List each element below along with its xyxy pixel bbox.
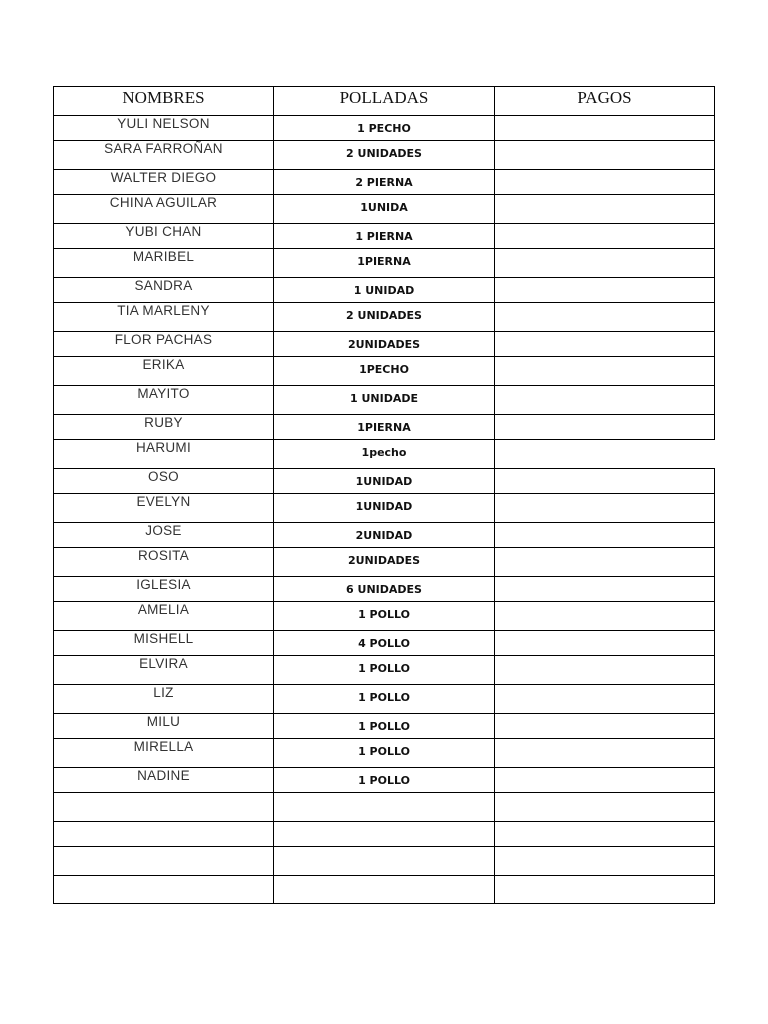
cell-pollada xyxy=(273,115,494,140)
table-header-row xyxy=(53,86,715,115)
cell-pago xyxy=(494,493,715,522)
cell-nombre xyxy=(53,277,273,302)
cell-pollada xyxy=(273,547,494,576)
cell-pago xyxy=(494,414,715,439)
cell-nombre-text: TIA MARLENY xyxy=(117,303,210,318)
cell-nombre-text: SANDRA xyxy=(134,278,193,293)
cell-nombre xyxy=(53,875,273,904)
header-polladas: POLLADAS xyxy=(273,86,494,115)
cell-nombre xyxy=(53,414,273,439)
cell-pago xyxy=(494,576,715,601)
table-row xyxy=(53,194,715,223)
cell-nombre-text: LIZ xyxy=(153,685,174,700)
cell-nombre xyxy=(53,738,273,767)
cell-nombre xyxy=(53,713,273,738)
table-row xyxy=(53,767,715,792)
cell-pago xyxy=(494,684,715,713)
cell-pago xyxy=(494,547,715,576)
cell-pago xyxy=(494,356,715,385)
cell-nombre xyxy=(53,302,273,331)
cell-pollada xyxy=(273,169,494,194)
cell-pollada-text: 1 POLLO xyxy=(358,691,410,704)
cell-nombre xyxy=(53,576,273,601)
cell-pollada xyxy=(273,331,494,356)
cell-nombre-text: MISHELL xyxy=(133,631,194,646)
cell-pollada-text: 1UNIDAD xyxy=(355,475,413,488)
table-row xyxy=(53,630,715,655)
cell-pago xyxy=(494,169,715,194)
cell-pollada xyxy=(273,385,494,414)
table-body xyxy=(53,115,715,904)
table-row xyxy=(53,684,715,713)
cell-pago xyxy=(494,223,715,248)
cell-pago xyxy=(494,248,715,277)
cell-pollada xyxy=(273,194,494,223)
cell-pollada-text: 1PECHO xyxy=(359,363,409,376)
cell-pollada xyxy=(273,439,494,468)
cell-nombre xyxy=(53,223,273,248)
cell-nombre-text: MILU xyxy=(146,714,181,729)
cell-pollada xyxy=(273,302,494,331)
cell-pollada-text: 1UNIDA xyxy=(360,201,408,214)
cell-nombre xyxy=(53,115,273,140)
table-row xyxy=(53,547,715,576)
cell-nombre-text: OSO xyxy=(148,469,179,484)
cell-pollada xyxy=(273,738,494,767)
cell-pago xyxy=(494,302,715,331)
cell-nombre xyxy=(53,630,273,655)
cell-pollada-text: 1PIERNA xyxy=(357,255,411,268)
table-row xyxy=(53,169,715,194)
cell-nombre-text: MAYITO xyxy=(137,386,190,401)
table-row xyxy=(53,738,715,767)
cell-nombre-text: YULI NELSON xyxy=(117,116,210,131)
cell-nombre xyxy=(53,493,273,522)
cell-pollada-text: 6 UNIDADES xyxy=(346,583,422,596)
cell-pago xyxy=(494,792,715,821)
cell-nombre-text: IGLESIA xyxy=(136,577,191,592)
table-row xyxy=(53,302,715,331)
header-pagos: PAGOS xyxy=(494,86,715,115)
cell-nombre xyxy=(53,356,273,385)
cell-pago xyxy=(494,194,715,223)
cell-nombre-text: ELVIRA xyxy=(139,656,188,671)
cell-nombre xyxy=(53,767,273,792)
cell-pollada-text: 1pecho xyxy=(361,446,407,459)
cell-pollada-text: 1 UNIDAD xyxy=(353,284,415,297)
cell-pollada xyxy=(273,223,494,248)
cell-nombre xyxy=(53,522,273,547)
cell-pago xyxy=(494,439,715,468)
cell-pollada-text: 2UNIDADES xyxy=(347,338,421,351)
cell-nombre xyxy=(53,684,273,713)
cell-nombre-text: SARA FARROÑAN xyxy=(104,141,223,156)
polladas-table xyxy=(53,86,715,904)
cell-pollada xyxy=(273,601,494,630)
cell-pollada-text: 1PIERNA xyxy=(357,421,411,434)
cell-nombre xyxy=(53,792,273,821)
cell-nombre xyxy=(53,547,273,576)
table-row xyxy=(53,468,715,493)
table-row xyxy=(53,356,715,385)
table-row xyxy=(53,792,715,821)
cell-nombre xyxy=(53,331,273,356)
cell-pollada xyxy=(273,576,494,601)
cell-pollada-text: 1UNIDAD xyxy=(355,500,413,513)
cell-nombre-text: MIRELLA xyxy=(133,739,194,754)
cell-nombre xyxy=(53,439,273,468)
table-row xyxy=(53,277,715,302)
table-row xyxy=(53,140,715,169)
table-row xyxy=(53,713,715,738)
cell-nombre-text: WALTER DIEGO xyxy=(110,170,217,185)
cell-pollada xyxy=(273,684,494,713)
cell-nombre xyxy=(53,248,273,277)
cell-nombre-text: YUBI CHAN xyxy=(125,224,202,239)
cell-pollada xyxy=(273,846,494,875)
cell-nombre-text: ROSITA xyxy=(137,548,190,563)
cell-nombre-text: EVELYN xyxy=(136,494,191,509)
cell-pago xyxy=(494,277,715,302)
cell-nombre xyxy=(53,194,273,223)
cell-pollada xyxy=(273,655,494,684)
cell-pollada xyxy=(273,630,494,655)
cell-pollada-text: 1 PIERNA xyxy=(355,230,413,243)
cell-nombre-text: FLOR PACHAS xyxy=(114,332,213,347)
cell-pago xyxy=(494,468,715,493)
cell-pollada xyxy=(273,713,494,738)
table-row xyxy=(53,576,715,601)
cell-nombre xyxy=(53,140,273,169)
cell-pollada-text: 2 UNIDADES xyxy=(346,309,422,322)
cell-pago xyxy=(494,655,715,684)
cell-pollada-text: 4 POLLO xyxy=(358,637,410,650)
cell-pollada xyxy=(273,277,494,302)
cell-nombre-text: JOSE xyxy=(145,523,182,538)
cell-nombre xyxy=(53,821,273,846)
table-row xyxy=(53,846,715,875)
cell-pago xyxy=(494,630,715,655)
cell-pollada-text: 1 PECHO xyxy=(357,122,411,135)
cell-nombre-text: AMELIA xyxy=(137,602,190,617)
cell-pollada xyxy=(273,875,494,904)
cell-pago xyxy=(494,331,715,356)
table-row xyxy=(53,821,715,846)
cell-pollada-text: 2UNIDADES xyxy=(347,554,421,567)
cell-pago xyxy=(494,601,715,630)
table-row xyxy=(53,439,715,468)
cell-pollada xyxy=(273,248,494,277)
table-row xyxy=(53,385,715,414)
cell-pollada-text: 2UNIDAD xyxy=(355,529,413,542)
cell-pago xyxy=(494,846,715,875)
table-row xyxy=(53,414,715,439)
table-row xyxy=(53,875,715,904)
cell-pago xyxy=(494,821,715,846)
cell-pollada xyxy=(273,821,494,846)
cell-pollada-text: 2 UNIDADES xyxy=(346,147,422,160)
cell-pago xyxy=(494,738,715,767)
table-row xyxy=(53,522,715,547)
cell-pollada-text: 1 POLLO xyxy=(358,720,410,733)
cell-pollada xyxy=(273,767,494,792)
cell-pollada-text: 1 POLLO xyxy=(358,662,410,675)
cell-pago xyxy=(494,713,715,738)
cell-pollada-text: 2 PIERNA xyxy=(355,176,413,189)
cell-nombre xyxy=(53,385,273,414)
cell-nombre-text: RUBY xyxy=(144,415,183,430)
cell-pago xyxy=(494,385,715,414)
cell-nombre-text: CHINA AGUILAR xyxy=(109,195,218,210)
table-row xyxy=(53,223,715,248)
cell-pollada-text: 1 UNIDADE xyxy=(349,392,418,405)
cell-pollada-text: 1 POLLO xyxy=(358,774,410,787)
table-row xyxy=(53,655,715,684)
cell-pollada-text: 1 POLLO xyxy=(358,745,410,758)
cell-pollada xyxy=(273,522,494,547)
cell-pollada-text: 1 POLLO xyxy=(358,608,410,621)
cell-pago xyxy=(494,115,715,140)
cell-nombre xyxy=(53,655,273,684)
cell-nombre-text: MARIBEL xyxy=(132,249,195,264)
header-nombres: NOMBRES xyxy=(53,86,273,115)
table-row xyxy=(53,601,715,630)
cell-pollada xyxy=(273,140,494,169)
cell-nombre xyxy=(53,169,273,194)
table-row xyxy=(53,331,715,356)
cell-nombre xyxy=(53,601,273,630)
table-row xyxy=(53,248,715,277)
cell-nombre xyxy=(53,468,273,493)
cell-pago xyxy=(494,140,715,169)
cell-pollada xyxy=(273,493,494,522)
table-row xyxy=(53,115,715,140)
cell-nombre-text: HARUMI xyxy=(135,440,192,455)
cell-pollada xyxy=(273,792,494,821)
cell-nombre-text: ERIKA xyxy=(142,357,185,372)
cell-nombre xyxy=(53,846,273,875)
table-row xyxy=(53,493,715,522)
cell-pago xyxy=(494,875,715,904)
cell-pago xyxy=(494,767,715,792)
cell-pollada xyxy=(273,414,494,439)
cell-nombre-text: NADINE xyxy=(137,768,190,783)
cell-pago xyxy=(494,522,715,547)
cell-pollada xyxy=(273,468,494,493)
cell-pollada xyxy=(273,356,494,385)
